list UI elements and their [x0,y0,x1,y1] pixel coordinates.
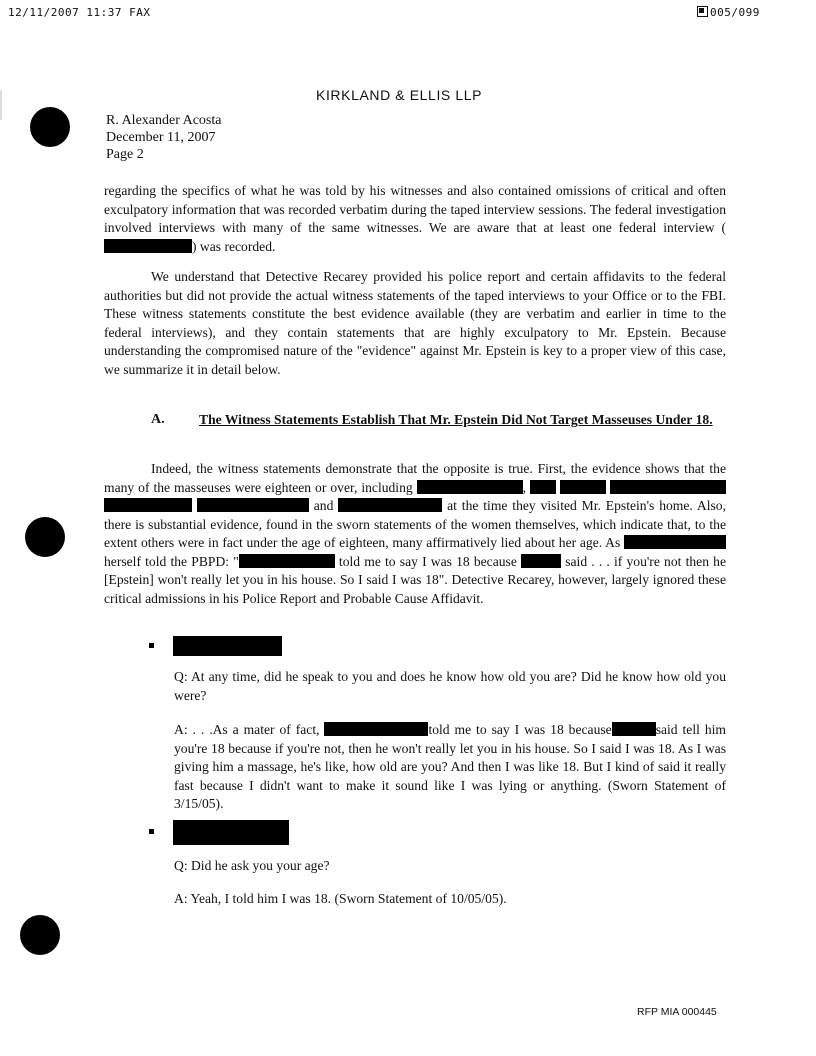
redaction [530,480,556,494]
quote-text: A: . . .As a mater of fact, [174,722,325,737]
redaction [104,239,192,253]
bullet [149,643,154,648]
redaction [612,722,656,736]
paragraph-evidence [104,460,726,608]
fax-page-number [697,6,760,19]
fax-page-label: 005/099 [710,6,760,19]
redaction [610,480,726,494]
paragraph-text: Indeed, the witness statements demonstrate that the opposite is true. First, the evidence shows that the many of the masseuses were eighteen or over, including [104,461,726,495]
fax-timestamp: 12/11/2007 11:37 FAX [8,6,151,19]
section-heading: The Witness Statements Establish That Mr. Epstein Did Not Target Masseuses Under 18. [199,412,713,427]
paragraph-text: , [522,479,531,495]
redacted-witness-name [173,820,289,845]
redaction [324,722,428,736]
bullet [149,829,154,834]
paragraph-text: at the time they visited Mr. Epstein's home. Also, there is substantial evidence, found in the sworn statements of the women themselves, which indicate that, to the extent others were in fact under the age of eighteen, many affirmatively lied about her age. As [104,498,726,550]
fax-page-icon [697,6,708,17]
paragraph-witness-statements: We understand that Detective Recarey provided his police report and certain affidavits to the federal authorities but did not provide the actual witness statements of the taped interviews to your Office or to the FBI. These witness statements constitute the best evidence available (they are verbatim and earlier in time to the federal interviews), and they contain statements that are highly exculpatory to Mr. Epstein. Because understanding the compromised nature of the "evidence" against Mr. Epstein is key to a proper view of this case, we summarize it in detail below. [104,269,726,377]
section-letter: A. [151,412,165,427]
quote-answer [174,721,726,814]
firm-letterhead: KIRKLAND & ELLIS LLP [316,87,483,103]
paragraph-text: and [308,498,339,513]
paragraph-text: said . . . if you're not then he [Epstein] won't really let you in his house. So I said I was 18". Detective Recarey, however, largely ignored these critical admissions in his Police Report and Probable Cause Affidavit. [104,553,726,606]
quote-text: said tell him you're 18 because if you're not, then he won't really let you in his house. So I said I was 18. As I was giving him a massage, he's like, how old are you? And then I was like 18. But I kind of said it really fast because I didn't want to make it sound like I was lying or anything. (Sworn Statement of 3/15/05). [174,722,726,811]
quote-answer: A: Yeah, I told him I was 18. (Sworn Statement of 10/05/05). [174,891,507,906]
letter-date: December 11, 2007 [106,130,216,145]
redaction [560,480,606,494]
redaction [239,554,335,568]
quote-question: Q: At any time, did he speak to you and does he know how old you are? Did he know how old you were? [174,669,726,703]
bates-number: RFP MIA 000445 [637,1006,717,1018]
punch-hole-top [30,107,70,147]
scan-edge [0,90,2,120]
redaction [338,498,442,512]
quote-text: told me to say I was 18 because [428,722,612,737]
recipient-name: R. Alexander Acosta [106,113,222,128]
redaction [197,498,309,512]
page-number: Page 2 [106,147,144,162]
paragraph-text: regarding the specifics of what he was told by his witnesses and also contained omissions of critical and often exculpatory information that was recorded verbatim during the taped interview sessions. The federal investigation involved interviews with many of the same witnesses. We are aware that at least one federal interview ( [104,183,726,235]
punch-hole-middle [25,517,65,557]
paragraph-text: ) was recorded. [192,238,276,254]
redaction [624,535,726,549]
redaction [104,498,192,512]
redacted-witness-name [173,636,282,656]
redaction [521,554,561,568]
paragraph-continuation [104,182,726,256]
redaction [417,480,523,494]
paragraph-text: told me to say I was 18 because [334,553,522,569]
address-block [106,112,221,163]
punch-hole-bottom [20,915,60,955]
paragraph-text: herself told the PBPD: " [104,553,239,569]
quote-question: Q: Did he ask you your age? [174,858,330,873]
